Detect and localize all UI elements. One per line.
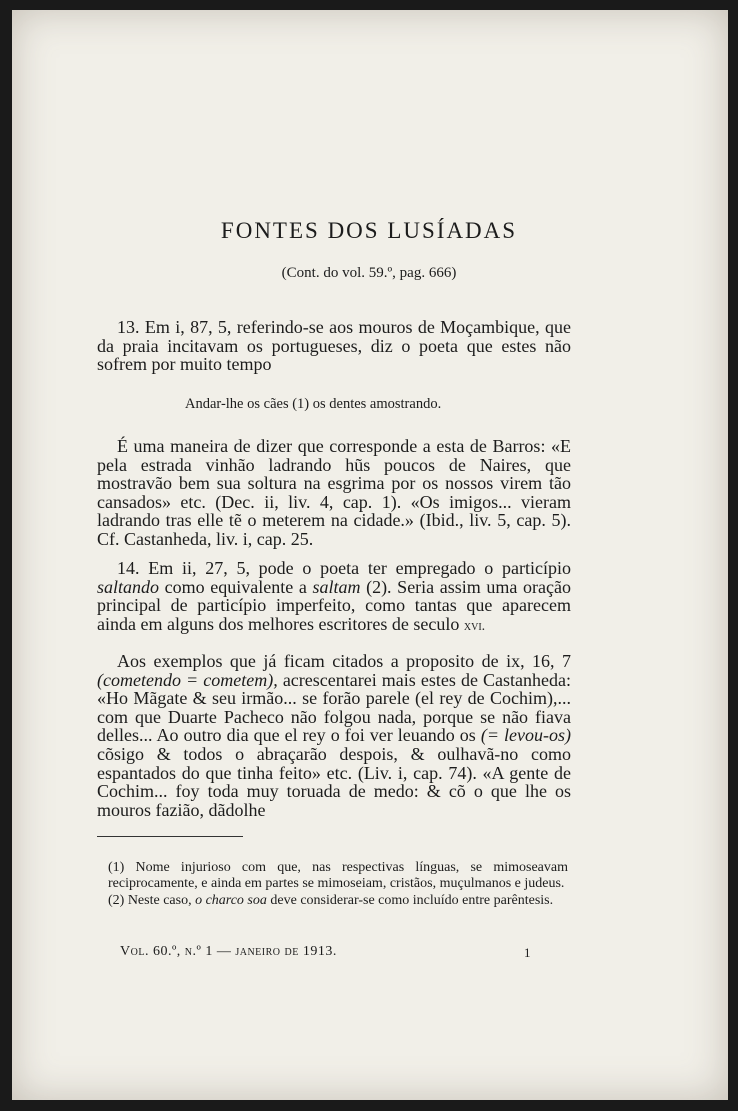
p15-italic-1: (cometendo = cometem), [97, 669, 278, 690]
verse-quote: Andar-lhe os cães (1) os dentes amostrando. [185, 396, 442, 412]
paragraph-14-text [97, 559, 571, 636]
footnote-1: (1) Nome injurioso com que, nas respectivas línguas, se mimoseavam reciprocamente, e ainda em partes se mimoseiam, cristãos, muçulmanos e judeus. [108, 860, 568, 891]
page-title: FONTES DOS LUSÍADAS [220, 218, 518, 243]
paragraph-14 [97, 559, 571, 636]
p14-part-a: 14. Em ii, 27, 5, pode o poeta ter empregado o particípio [117, 558, 571, 578]
footnotes [108, 860, 568, 911]
p15-part-a: Aos exemplos que já ficam citados a proposito de ix, 16, 7 [117, 651, 571, 671]
p14-part-c: (2). Seria assim uma oração principal de particípio imperfeito, como tantas que aparecem ainda em alguns dos melhores escritores de seculo [97, 576, 571, 634]
paragraph-15-text [97, 652, 571, 819]
p14-smallcaps: xvi. [463, 618, 486, 634]
paragraph-13-text: 13. Em i, 87, 5, referindo-se aos mouros de Moçambique, que da praia incitavam os portugueses, diz o poeta que estes não sofrem por muito tempo [97, 317, 571, 375]
footnote-2-a: (2) Neste caso, [108, 893, 196, 908]
p14-part-b: como equivalente a [159, 576, 313, 597]
p15-italic-2: (= levou-os) [480, 725, 571, 746]
footnote-divider [97, 836, 243, 837]
paragraph-13-continued [97, 437, 571, 549]
p14-italic-2: saltam [312, 576, 361, 597]
paragraph-13b-text: É uma maneira de dizer que corresponde a esta de Barros: «E pela estrada vinhão ladrando hũs poucos de Naires, que mostravão bem sua soltura na esgrima por os nossos virem tão cansados» etc. (Dec. ii, liv. 4, cap. 1). «Os imigos... vieram ladrando tras elle tẽ o meterem na cidade.» (Ibid., liv. 5, cap. 5). Cf. Castanheda, liv. i, cap. 25. [97, 436, 571, 549]
p14-italic-1: saltando [97, 576, 160, 597]
footnote-2-b: deve considerar-se como incluído entre parêntesis. [266, 893, 554, 908]
paragraph-13 [97, 318, 571, 374]
page-number: 1 [524, 945, 531, 960]
footnote-2-italic: o charco soa [195, 893, 267, 908]
paragraph-15 [97, 652, 571, 819]
volume-footer: Vol. 60.º, n.º 1 — janeiro de 1913. [120, 944, 337, 959]
footnote-2 [108, 893, 568, 909]
p15-part-b: acrescentarei mais estes de Castanheda: «Ho Mãgate & seu irmão... se forão parele (el rey de Cochim),... com que Duarte Pacheco não folgou nada, porque se não fiava delles... Ao outro dia que el rey o foi ver leuando os [97, 669, 571, 746]
continuation-note: (Cont. do vol. 59.º, pag. 666) [281, 265, 457, 281]
p15-part-c: cõsigo & todos o abraçarão despois, & oulhavã-no como espantados do que tinha feito» etc. (Liv. i, cap. 74). «A gente de Cochim... foy toda muy toruada de medo: & cõ o que lhe os mouros fazião, dãdolhe [97, 743, 571, 820]
document-page [12, 10, 728, 1100]
